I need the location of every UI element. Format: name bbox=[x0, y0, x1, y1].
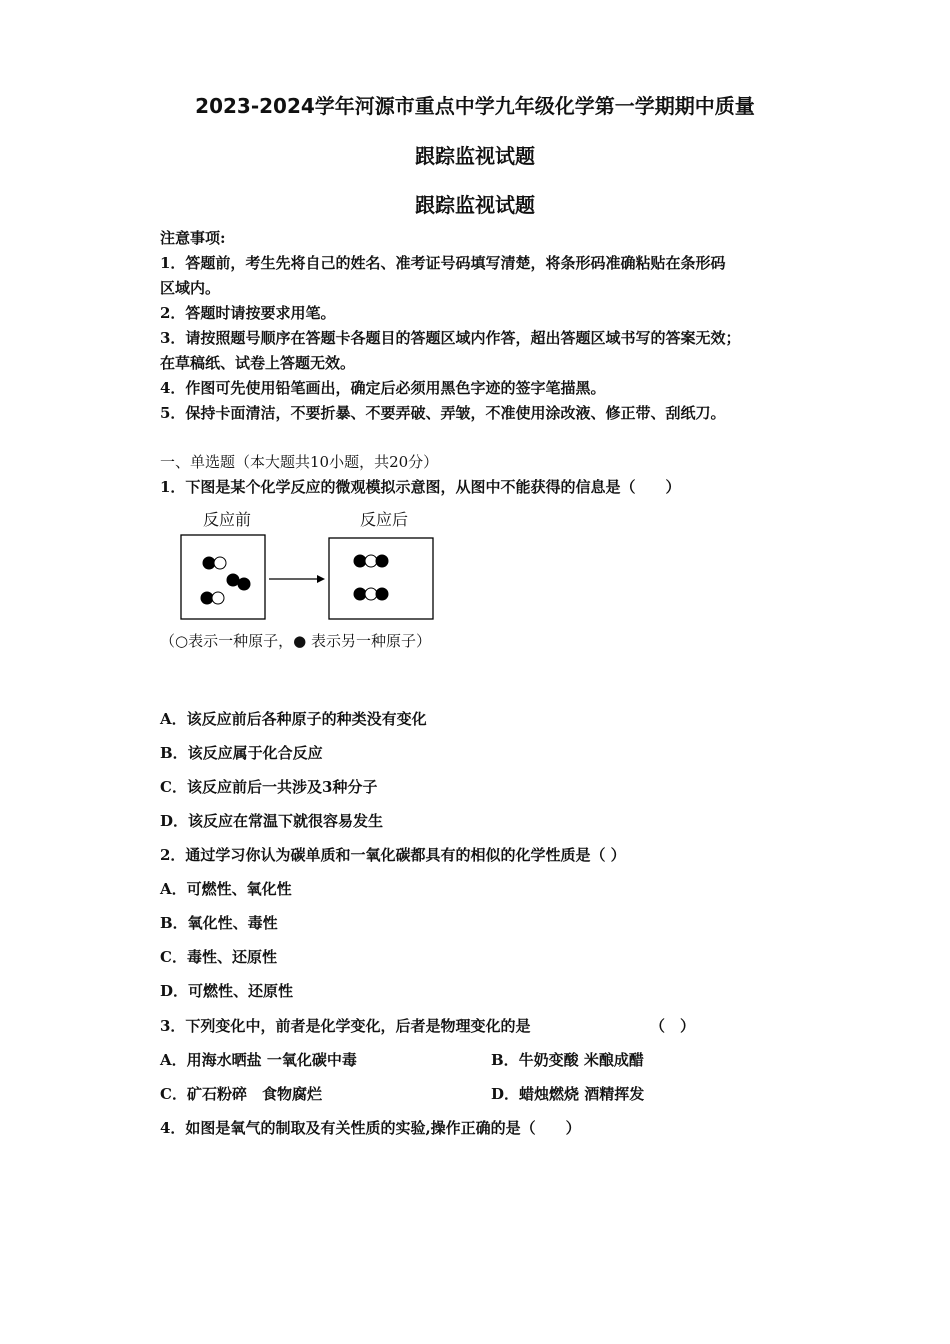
exam-title-line1: 2023-2024学年河源市重点中学九年级化学第一学期期中质量 bbox=[195, 94, 755, 118]
option-b: B．牛奶变酸 米酿成醋 bbox=[491, 1051, 644, 1069]
notice-item: 3．请按照题号顺序在答题卡各题目的答题区域内作答，超出答题区域书写的答案无效； bbox=[160, 329, 741, 347]
before-box bbox=[181, 535, 265, 619]
notice-item: 1．答题前，考生先将自己的姓名、准考证号码填写清楚，将条形码准确粘贴在条形码 bbox=[160, 254, 726, 272]
option-d: D．蜡烛燃烧 酒精挥发 bbox=[491, 1085, 645, 1103]
option-a: A．用海水晒盐 一氧化碳中毒 bbox=[160, 1051, 357, 1069]
exam-title-line2: 跟踪监视试题 bbox=[415, 144, 535, 168]
question-2-stem: 2．通过学习你认为碳单质和一氧化碳都具有的相似的化学性质是（ ） bbox=[160, 846, 626, 864]
notice-heading: 注意事项: bbox=[160, 229, 226, 247]
section-heading: 一、单选题（本大题共10小题，共20分） bbox=[160, 453, 439, 471]
option-c: C．该反应前后一共涉及3种分子 bbox=[160, 778, 378, 796]
option-a: A．可燃性、氧化性 bbox=[160, 880, 292, 898]
question-4-stem: 4．如图是氧气的制取及有关性质的实验,操作正确的是（ ） bbox=[160, 1119, 581, 1137]
label-after-reaction: 反应后 bbox=[360, 510, 409, 529]
option-b: B．该反应属于化合反应 bbox=[160, 744, 323, 762]
question-1-stem: 1．下图是某个化学反应的微观模拟示意图，从图中不能获得的信息是（ ） bbox=[160, 478, 681, 496]
exam-title-line3: 跟踪监视试题 bbox=[415, 193, 535, 217]
notice-item: 4．作图可先使用铅笔画出，确定后必须用黑色字迹的签字笔描黑。 bbox=[160, 379, 606, 397]
option-d: D．可燃性、还原性 bbox=[160, 982, 294, 1000]
notice-item: 5．保持卡面清洁，不要折暴、不要弄破、弄皱，不准使用涂改液、修正带、刮纸刀。 bbox=[160, 404, 726, 422]
question-3-stem: 3．下列变化中，前者是化学变化，后者是物理变化的是 bbox=[160, 1017, 531, 1035]
label-before-reaction: 反应前 bbox=[203, 510, 252, 529]
diagram-caption: （○表示一种原子，● 表示另一种原子） bbox=[160, 632, 431, 650]
answer-paren: （ ） bbox=[650, 1017, 696, 1035]
after-box bbox=[329, 538, 433, 619]
option-d: D．该反应在常温下就很容易发生 bbox=[160, 812, 384, 830]
option-c: C．矿石粉碎 食物腐烂 bbox=[160, 1085, 322, 1103]
option-b: B．氧化性、毒性 bbox=[160, 914, 278, 932]
notice-item: 区域内。 bbox=[160, 279, 221, 297]
option-a: A．该反应前后各种原子的种类没有变化 bbox=[160, 710, 427, 728]
option-c: C．毒性、还原性 bbox=[160, 948, 277, 966]
notice-item: 在草稿纸、试卷上答题无效。 bbox=[160, 354, 356, 372]
notice-item: 2．答题时请按要求用笔。 bbox=[160, 304, 336, 322]
